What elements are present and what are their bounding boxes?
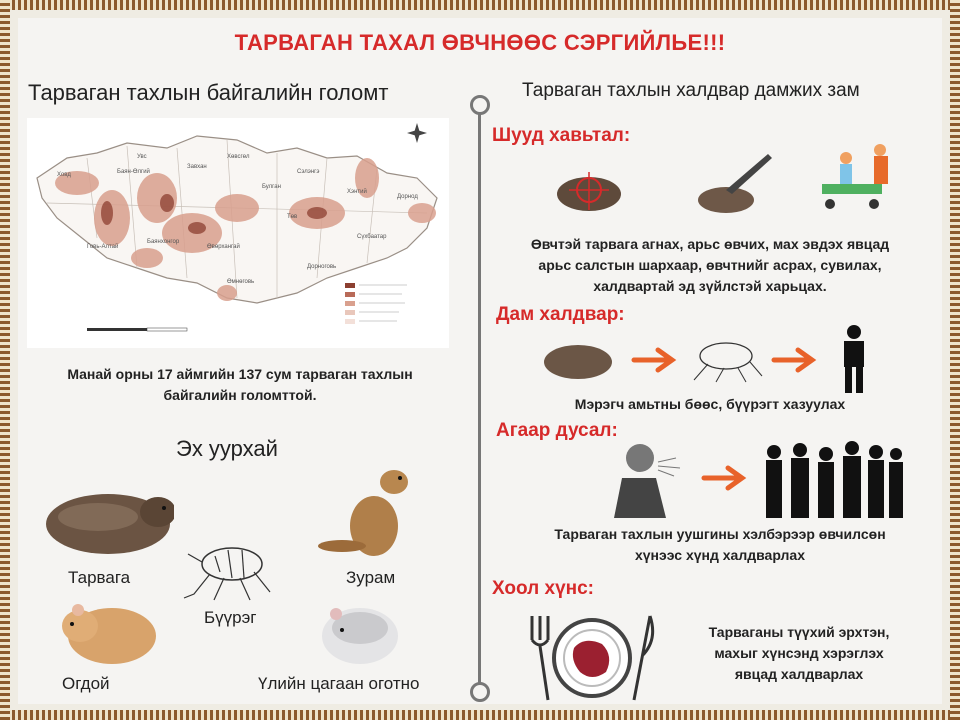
- timeline-top-dot: [470, 95, 490, 115]
- timeline-bottom-dot: [470, 682, 490, 702]
- label-gerbil: Огдой: [62, 674, 110, 693]
- marmot-small-image: [540, 336, 618, 382]
- map-label-4: Хөвсгөл: [227, 154, 250, 160]
- top-border: [0, 0, 960, 10]
- flea-small-image: [680, 334, 766, 384]
- hamster-image: [316, 598, 400, 668]
- right-border: [950, 0, 960, 720]
- food-description: Тарваганы түүхий эрхтэн, махыг хүнсэнд хэрэглэх явцад халдварлах: [708, 624, 890, 682]
- map-label-12: Өмнөговь: [227, 279, 255, 285]
- map-label-13: Өвөрхангай: [207, 244, 240, 250]
- mongolia-map-svg: [27, 118, 449, 348]
- marmot-target-image: [553, 168, 629, 214]
- map-label-9: Дорнод: [397, 194, 418, 200]
- left-border: [0, 0, 10, 720]
- map-label-10: Сүхбаатар: [357, 234, 387, 240]
- right-heading: Тарваган тахлын халдвар дамжих зам: [522, 80, 860, 101]
- map-legend: [345, 283, 407, 324]
- plate-with-meat-image: [522, 610, 662, 704]
- indirect-description: Мэрэгч амьтны бөөс, бүүрэгт хазуулах: [574, 396, 846, 412]
- map-caption: Манай орны 17 аймгийн 137 сум тарваган тахлын байгалийн голомттой.: [67, 366, 413, 403]
- map-label-8: Хэнтий: [347, 189, 367, 195]
- map-label-1: Баян-Өлгий: [117, 169, 150, 175]
- label-marmot: Тарвага: [68, 568, 131, 587]
- label-flea: Бүүрэг: [204, 608, 257, 627]
- arrow-icon-3: [700, 462, 750, 494]
- direct-description: Өвчтэй тарвага агнах, арьс өвчих, мах эвдэх явцад арьс салстын шархаар, өвчтнийг асрах, сувилах, халдвартай эд зүйлстэй харьцах.: [530, 236, 890, 294]
- flea-image: [180, 536, 276, 606]
- section-airborne-title: Агаар дусал:: [496, 420, 618, 441]
- sources-heading: Эх уурхай: [176, 436, 278, 461]
- scale-bar: [87, 328, 187, 331]
- plague-focus-map: [27, 118, 449, 348]
- arrow-icon-1: [630, 344, 680, 376]
- airborne-description: Тарваган тахлын уушгины хэлбэрээр өвчилсөн хүнээс хүнд халдварлах: [554, 526, 886, 563]
- label-hamster: Үлийн цагаан оготно: [258, 674, 420, 693]
- ground-squirrel-image: [312, 464, 422, 560]
- compass-icon: [407, 123, 427, 143]
- map-label-0: Ховд: [57, 172, 71, 178]
- map-label-6: Сэлэнгэ: [297, 169, 320, 175]
- medical-care-image: [814, 138, 896, 214]
- section-indirect-title: Дам халдвар:: [496, 304, 625, 325]
- section-food-title: Хоол хүнс:: [492, 578, 595, 599]
- map-label-11: Дорноговь: [307, 264, 337, 270]
- person-icon: [836, 324, 872, 394]
- arrow-icon-2: [770, 344, 820, 376]
- gerbil-image: [50, 596, 158, 668]
- coughing-person-image: [600, 438, 690, 518]
- map-label-7: Төв: [287, 214, 298, 220]
- section-direct-title: Шууд хавьтал:: [492, 125, 631, 146]
- map-label-15: Баянхонгор: [147, 239, 180, 245]
- timeline-line: [478, 104, 481, 692]
- marmot-image: [38, 482, 174, 558]
- map-label-3: Завхан: [187, 164, 207, 170]
- knife-marmot-image: [696, 150, 776, 216]
- map-label-14: Говь-Алтай: [87, 244, 119, 250]
- map-label-5: Булган: [262, 184, 281, 190]
- page-title: ТАРВАГАН ТАХАЛ ӨВЧНӨӨС СЭРГИЙЛЬЕ!!!: [234, 30, 726, 55]
- map-label-2: Увс: [137, 154, 147, 160]
- bottom-border: [0, 710, 960, 720]
- label-ground-squirrel: Зурам: [346, 568, 396, 587]
- left-heading: Тарваган тахлын байгалийн голомт: [28, 80, 389, 105]
- crowd-silhouette-image: [760, 440, 906, 520]
